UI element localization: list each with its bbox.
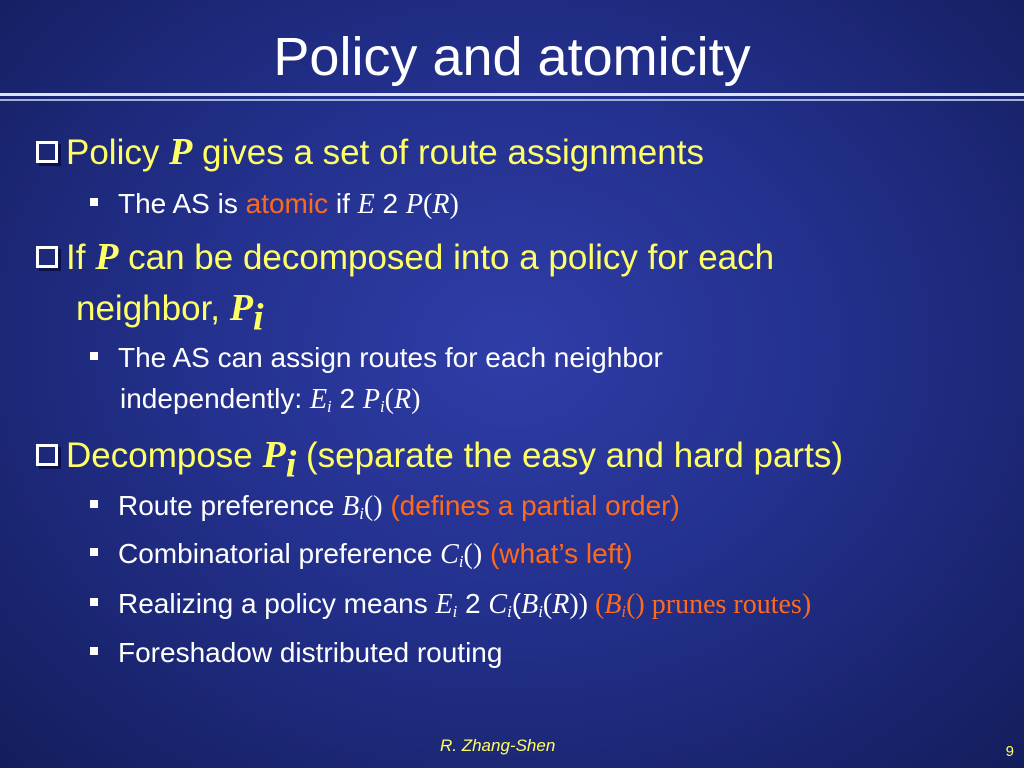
square-bullet-icon (90, 647, 98, 655)
hollow-square-bullet-icon (36, 141, 58, 163)
subbullet-independent: The AS can assign routes for each neighbor independently: $E_i$ 2 $P_i(R)$ (90, 337, 990, 420)
hollow-square-bullet-icon (36, 444, 58, 466)
title-rule-bottom (0, 99, 1024, 101)
hollow-square-bullet-icon (36, 246, 58, 268)
subbullet-foreshadow: Foreshadow distributed routing (90, 632, 990, 673)
square-bullet-icon (90, 548, 98, 556)
square-bullet-icon (90, 352, 98, 360)
title-rule-top (0, 93, 1024, 96)
subbullet-combinatorial-preference: Combinatorial preference $C_i()$ (what’s left) (90, 533, 990, 575)
footer-author: R. Zhang-Shen (440, 736, 556, 755)
square-bullet-icon (90, 198, 98, 206)
bullet-policy: Policy P gives a set of route assignments (36, 127, 936, 178)
slide-title: Policy and atomicity (273, 27, 751, 87)
square-bullet-icon (90, 598, 98, 606)
bullet-decompose-policy: If P can be decomposed into a policy for each neighbor, $P_i$ (36, 232, 936, 334)
bullet-decompose-pi: Decompose $P_i$ (separate the easy and hard parts) (36, 430, 936, 481)
subbullet-route-preference: Route preference $B_i()$ (defines a partial order) (90, 485, 990, 527)
square-bullet-icon (90, 500, 98, 508)
subbullet-realizing-policy: Realizing a policy means $E_i$ 2 $C_i(B_i(R))$ ($B_i()$ prunes routes) (90, 583, 990, 625)
page-number: 9 (1005, 743, 1014, 760)
subbullet-atomic: The AS is atomic if E 2 P(R) (90, 183, 990, 225)
